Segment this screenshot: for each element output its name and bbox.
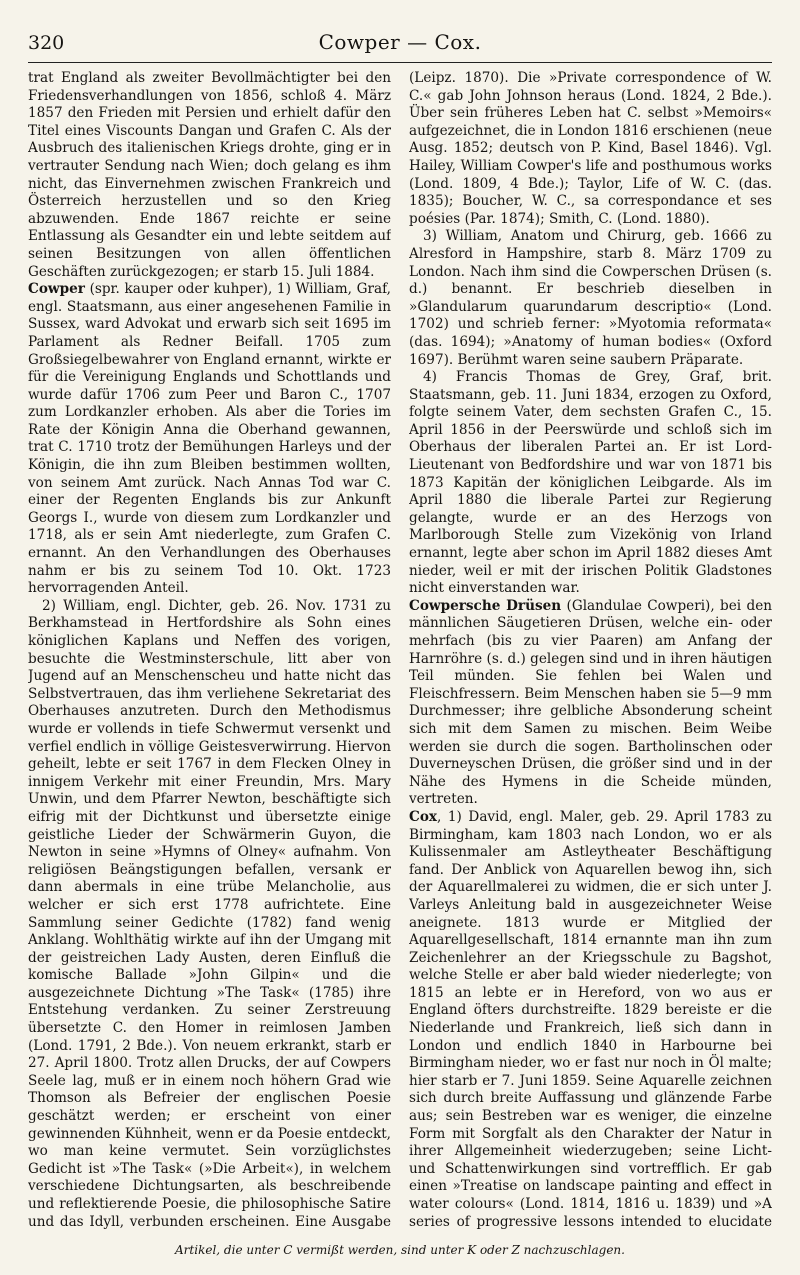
text-columns [28,70,772,1230]
page-footer: Artikel, die unter C vermißt werden, sind unter K oder Z nachzuschlagen. [175,1243,625,1257]
paragraph-text: (spr. kauper oder kuhper), 1) William, Graf, engl. Staatsmann, aus einer angesehenen Familie in Sussex, ward Advokat und erwarb sich seit 1695 im Parlament als Redner Beifall. 1705 zum Großsiegelbewahrer von England ernannt, wirkte er für die Vereinigung Englands und Schottlands und wurde dafür 1706 zum Peer und Baron C., 1707 zum Lordkanzler erhoben. Als aber die Tories im Rate der Königin Anna die Oberhand gewannen, trat C. 1710 trotz der Bemühungen Harleys und der Königin, die ihn zum Bleiben bestimmen wollten, von seinem Amt zurück. Nach Annas Tod war C. einer der Regenten Englands bis zur Ankunft Georgs I., wurde von diesem zum Lordkanzler und 1718, als er sein Amt niederlegte, zum Grafen C. ernannt. An den Verhandlungen des Oberhauses nahm er bis zu seinem Tod 10. Okt. 1723 hervorragenden Anteil. [28,281,391,597]
paragraph-text: 3) William, Anatom und Chirurg, geb. 1666 zu Alresford in Hampshire, starb 8. März 1709 zu London. Nach ihm sind die Cowperschen Drüsen (s. d.) benannt. Er beschrieb dieselben in »Glandularum quarundarum descriptio« (Lond. 1702) und schrieb ferner: »Myotomia reformata« (das. 1694); »Anatomy of human bodies« (Oxford 1697). Berühmt waren seine saubern Präparate. [409,228,772,368]
header-rule [28,62,772,63]
paragraph [409,70,772,228]
entry-headword: Cowpersche Drüsen [409,597,562,614]
right-column [409,70,772,1230]
paragraph [409,809,772,1230]
paragraph-text: 4) Francis Thomas de Grey, Graf, brit. Staatsmann, geb. 11. Juni 1834, erzogen zu Oxford, folgte seinem Vater, dem sechsten Grafen C., 15. April 1856 in der Peerswürde und schloß sich im Oberhaus der liberalen Partei an. Er ist Lord-Lieutenant von Bedfordshire und war von 1871 bis 1873 Kapitän der königlichen Leibgarde. Als im April 1880 die liberale Partei zur Regierung gelangte, wurde er an des Herzogs von Marlborough Stelle zum Vizekönig von Irland ernannt, legte aber schon im April 1882 dieses Amt nieder, weil er mit der irischen Politik Gladstones nicht einverstanden war. [409,369,772,597]
paragraph [409,369,772,598]
paragraph-text: 2) William, engl. Dichter, geb. 26. Nov. 1731 zu Berkhamstead in Hertfordshire als Sohn eines königlichen Kaplans und Neffen des vorigen, besuchte die Westminsterschule, litt aber von Jugend auf an Menschenscheu und hatte nicht das Selbstvertrauen, das ihm verliehene Sekretariat des Oberhauses anzutreten. Durch den Methodismus wurde er vollends in tiefe Schwermut versenkt und verfiel endlich in völlige Geistesverwirrung. Hiervon geheilt, lebte er seit 1767 in dem Flecken Olney in innigem Verkehr mit einer Freundin, Mrs. Mary Unwin, und dem Pfarrer Newton, beschäftigte sich eifrig mit der Dichtkunst und übersetzte einige geistliche Lieder der Schwärmerin Guyon, die Newton in seine »Hymns of Olney« aufnahm. Von religiösen Beängstigungen befallen, versank er dann abermals in eine trübe Melancholie, aus welcher er sich erst 1778 aufrichtete. Eine Sammlung seiner Gedichte (1782) fand wenig Anklang. Wohlthätig wirkte auf ihn der Umgang mit der geistreichen Lady Austen, deren Einfluß die komische Ballade »John Gilpin« und die ausgezeichnete Dichtung »The Task« (1785) ihre Entstehung verdanken. Zu seiner Zerstreuung übersetzte C. den Homer in reimlosen Jamben (Lond. 1791, 2 Bde.). Von neuem erkrankt, starb er 27. April 1800. Trotz allen Drucks, der auf Cowpers Seele lag, muß er in einem noch höhern Grad wie Thomson als Befreier der englischen Poesie geschätzt werden; er erscheint von einer gewinnenden Kühnheit, wenn er da Poesie entdeckt, wo man keine vermutet. Sein vorzüglichstes Gedicht ist »The Task« (»Die Arbeit«), in welchem verschiedene Dichtungsarten, als beschreibende und reflektierende Poesie, die philosophische Satire und das Idyll, verbunden erscheinen. Eine Ausgabe [28,597,391,1230]
paragraph-text: trat England als zweiter Bevollmächtigter bei den Friedensverhandlungen von 1856, schloß 4. März 1857 den Frieden mit Persien und erhielt dafür den Titel eines Viscounts Dangan und Grafen C. Als der Ausbruch des italienischen Kriegs drohte, ging er in vertrauter Sendung nach Wien; doch gelang es ihm nicht, das Einvernehmen zwischen Frankreich und Österreich herzustellen und so den Krieg abzuwenden. Ende 1867 reichte er seine Entlassung als Gesandter ein und lebte seitdem auf seinen Besitzungen von allen öffentlichen Geschäften zurückgezogen; er starb 15. Juli 1884. [28,70,391,280]
left-column [28,70,391,1230]
entry-headword: Cowper [28,281,85,298]
paragraph [28,281,391,598]
paragraph [28,598,391,1230]
paragraph-text: (Glandulae Cowperi), bei den männlichen Säugetieren Drüsen, welche ein- oder mehrfach (bis zu vier Paaren) am Anfang der Harnröhre (s. d.) gelegen sind und in ihren häutigen Teil münden. Sie fehlen bei Walen und Fleischfressern. Beim Menschen haben sie 5—9 mm Durchmesser; ihre gelbliche Absonderung scheint sich mit dem Samen zu mischen. Beim Weibe werden sie durch die sogen. Bartholinschen oder Duverneyschen Drüsen, die größer sind und in der Nähe des Hymens in die Scheide münden, vertreten. [409,597,772,808]
paragraph [28,70,391,281]
paragraph [409,228,772,369]
paragraph [409,598,772,809]
page-number: 320 [28,32,65,54]
page-header [28,26,772,60]
paragraph-text: , 1) David, engl. Maler, geb. 29. April 1783 zu Birmingham, kam 1803 nach London, wo er als Kulissenmaler am Astleytheater Beschäftigung fand. Der Anblick von Aquarellen bewog ihn, sich der Aquarellmalerei zu widmen, die er sich unter J. Varleys Anleitung bald in ausgezeichneter Weise aneignete. 1813 wurde er Mitglied der Aquarellgesellschaft, 1814 ernannte man ihn zum Zeichenlehrer an der Kriegsschule zu Bagshot, welche Stelle er aber bald wieder niederlegte; von 1815 an lebte er in Hereford, von wo aus er England öfters durchstreifte. 1829 bereiste er die Niederlande und Frankreich, ließ sich dann in London und endlich 1840 in Harbourne bei Birmingham nieder, wo er fast nur noch in Öl malte; hier starb er 7. Juni 1859. Seine Aquarelle zeichnen sich durch breite Auffassung und glänzende Farbe aus; sein Bestreben war es weniger, die einzelne Form mit Sorgfalt als den Charakter der Natur in ihrer Allgemeinheit wiederzugeben; seine Licht- und Schattenwirkungen sind vortrefflich. Er gab einen »Treatise on landscape painting and effect in water colours« (Lond. 1814, 1816 u. 1839) und »A series of progressive lessons intended to elucidate [409,808,772,1230]
running-head: Cowper — Cox. [318,30,482,54]
entry-headword: Cox [409,808,437,825]
paragraph-text: (Leipz. 1870). Die »Private correspondence of W. C.« gab John Johnson heraus (Lond. 1824, 2 Bde.). Über sein früheres Leben hat C. selbst »Memoirs« aufgezeichnet, die in London 1816 erschienen (neue Ausg. 1852; deutsch von P. Kind, Basel 1846). Vgl. Hailey, William Cowper's life and posthumous works (Lond. 1809, 4 Bde.); Taylor, Life of W. C. (das. 1835); Boucher, W. C., sa correspondance et ses poésies (Par. 1874); Smith, C. (Lond. 1880). [409,70,772,227]
